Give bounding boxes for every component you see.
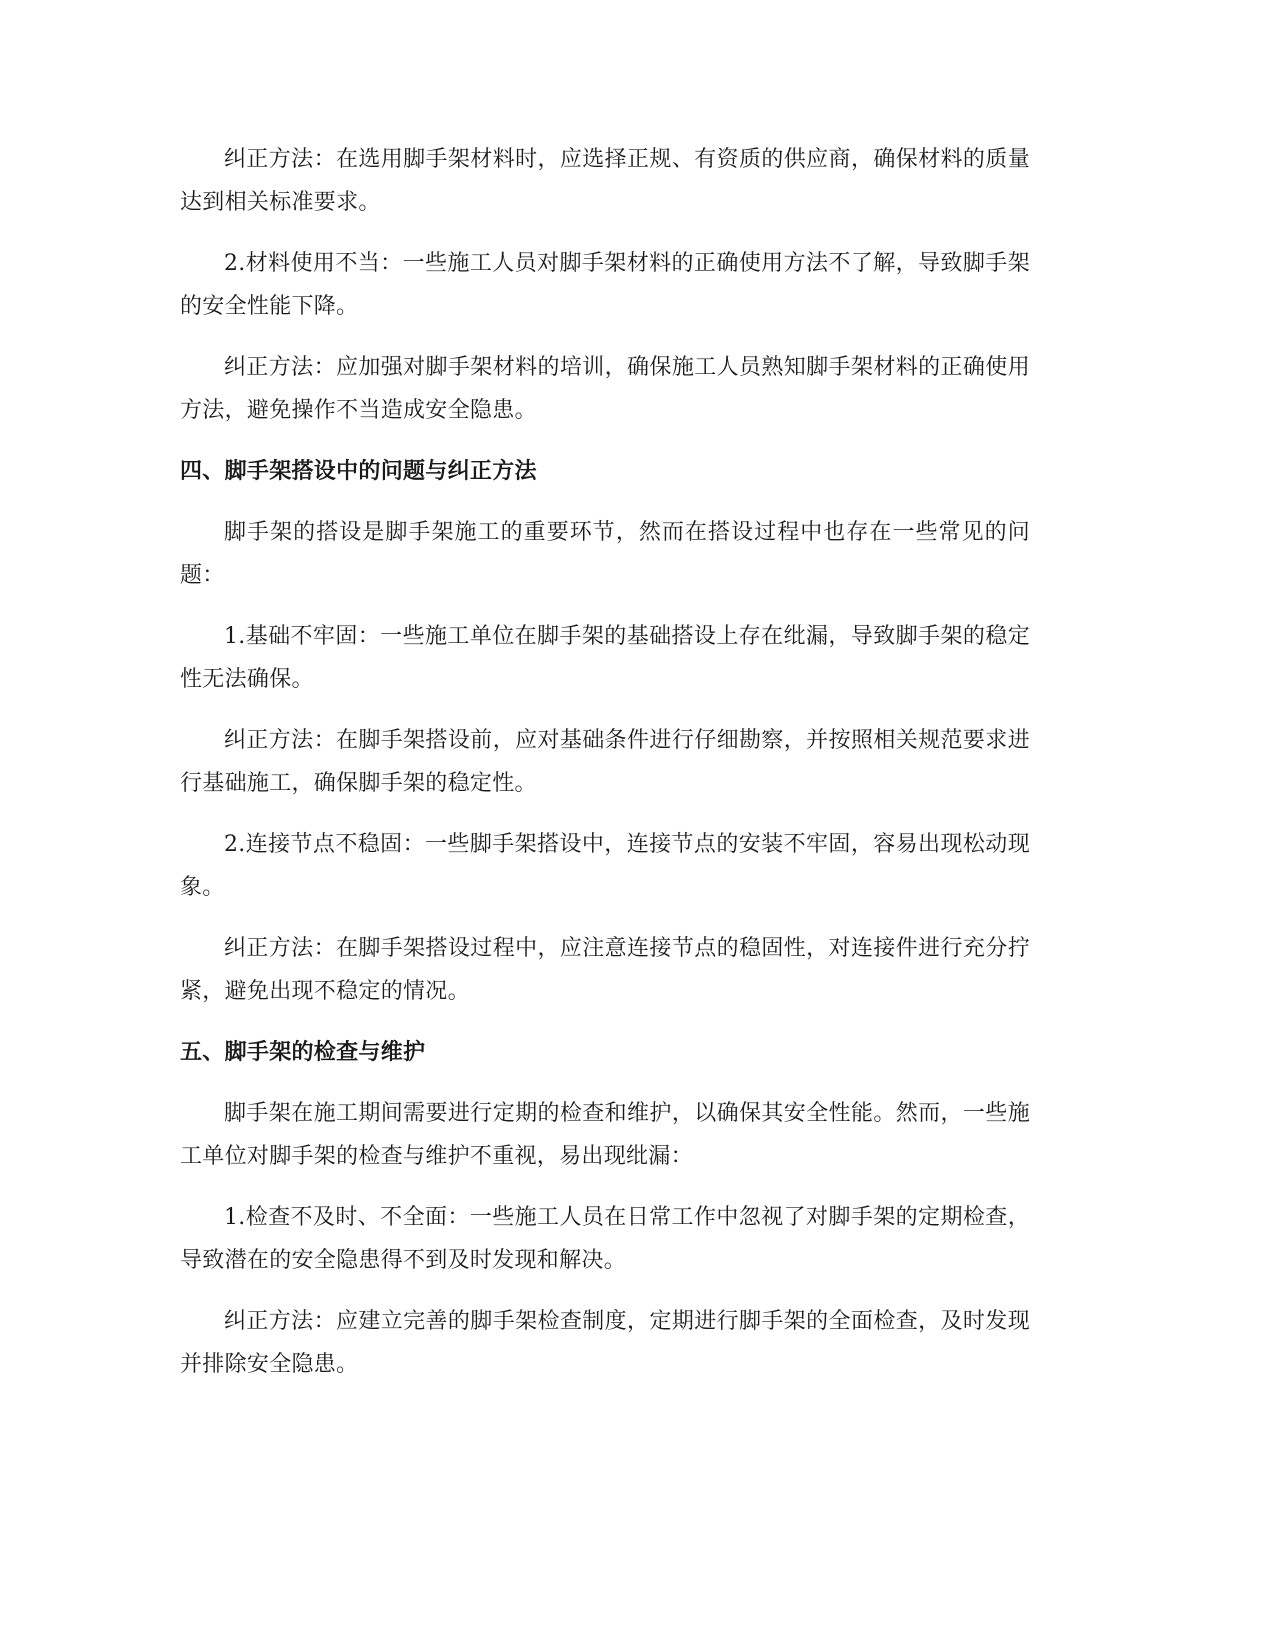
document-body	[180, 138, 1030, 1404]
paragraph: 2.连接节点不稳固：一些脚手架搭设中，连接节点的安装不牢固，容易出现松动现象。	[180, 832, 1030, 900]
paragraph: 纠正方法：应加强对脚手架材料的培训，确保施工人员熟知脚手架材料的正确使用方法，避免操作不当造成安全隐患。	[180, 355, 1030, 423]
paragraph: 1.检查不及时、不全面：一些施工人员在日常工作中忽视了对脚手架的定期检查，导致潜在的安全隐患得不到及时发现和解决。	[180, 1205, 1030, 1273]
paragraph: 2.材料使用不当：一些施工人员对脚手架材料的正确使用方法不了解，导致脚手架的安全性能下降。	[180, 251, 1030, 319]
section-heading: 四、脚手架搭设中的问题与纠正方法	[180, 459, 537, 484]
paragraph: 纠正方法：在脚手架搭设过程中，应注意连接节点的稳固性，对连接件进行充分拧紧，避免出现不稳定的情况。	[180, 936, 1030, 1004]
paragraph: 纠正方法：在脚手架搭设前，应对基础条件进行仔细勘察，并按照相关规范要求进行基础施工，确保脚手架的稳定性。	[180, 728, 1030, 796]
paragraph: 1.基础不牢固：一些施工单位在脚手架的基础搭设上存在纰漏，导致脚手架的稳定性无法确保。	[180, 624, 1030, 692]
paragraph: 纠正方法：应建立完善的脚手架检查制度，定期进行脚手架的全面检查，及时发现并排除安全隐患。	[180, 1309, 1030, 1377]
paragraph: 脚手架在施工期间需要进行定期的检查和维护，以确保其安全性能。然而，一些施工单位对脚手架的检查与维护不重视，易出现纰漏：	[180, 1101, 1030, 1169]
section-heading: 五、脚手架的检查与维护	[180, 1040, 426, 1065]
paragraph: 纠正方法：在选用脚手架材料时，应选择正规、有资质的供应商，确保材料的质量达到相关标准要求。	[180, 147, 1030, 215]
paragraph: 脚手架的搭设是脚手架施工的重要环节，然而在搭设过程中也存在一些常见的问题：	[180, 520, 1030, 588]
